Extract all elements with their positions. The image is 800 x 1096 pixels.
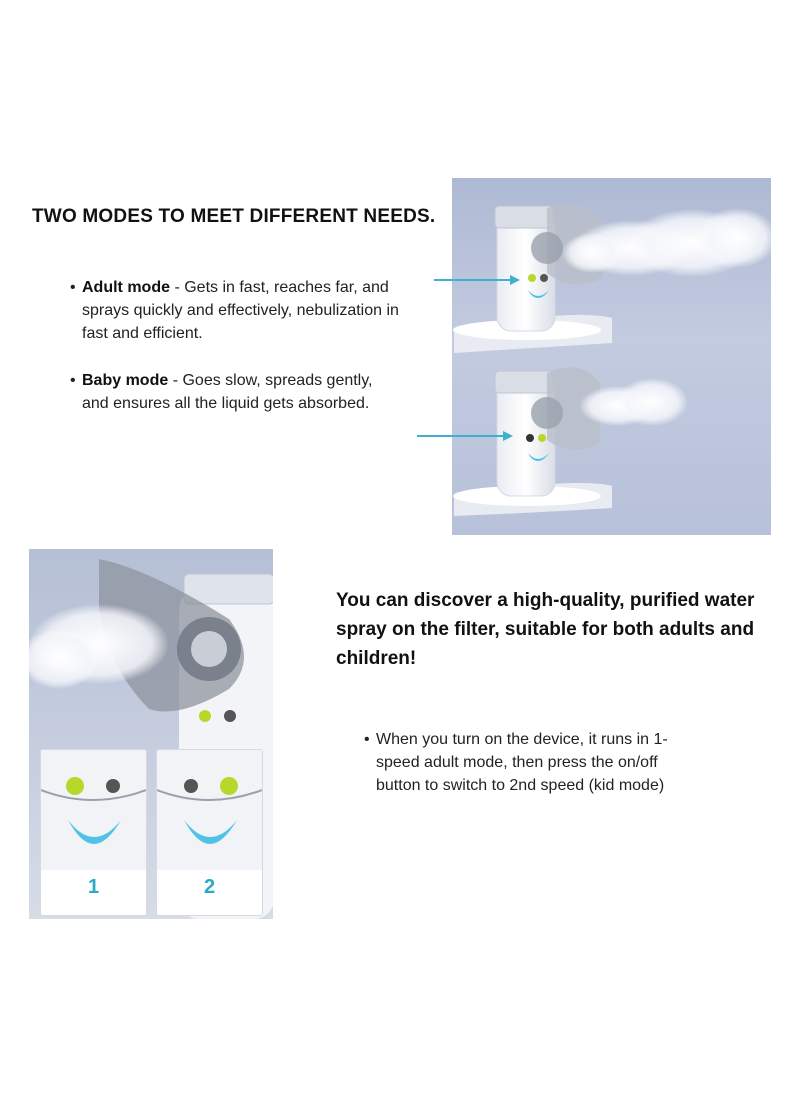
two-modes-product-image xyxy=(452,178,771,535)
adult-mode-title: Adult mode xyxy=(82,279,170,296)
nebulizer-modes-illustration xyxy=(452,178,771,535)
adult-mode-text: - Gets in fast, reaches far, and sprays quickly and effectively, nebulization in fast and efficient. xyxy=(82,279,399,342)
speed-1-indicator-icon xyxy=(41,750,146,870)
bullet-dot: • xyxy=(364,731,370,748)
speed-2-indicator-icon xyxy=(157,750,262,870)
speed-switch-bullet xyxy=(364,728,696,797)
speed-indicator-image xyxy=(29,549,273,919)
inset-card-speed-2 xyxy=(156,749,263,916)
bullet-dot: • xyxy=(70,372,76,389)
adult-mode-arrow xyxy=(432,272,532,292)
adult-mode-bullet xyxy=(70,276,422,345)
baby-mode-text: - Goes slow, spreads gently, and ensures all the liquid gets absorbed. xyxy=(82,372,373,412)
baby-mode-arrow xyxy=(415,428,525,448)
bullet-dot: • xyxy=(70,279,76,296)
baby-mode-bullet xyxy=(70,369,402,415)
inset-label-2: 2 xyxy=(203,876,216,898)
modes-heading: TWO MODES TO MEET DIFFERENT NEEDS. xyxy=(32,206,436,227)
speed-switch-text: When you turn on the device, it runs in 1-speed adult mode, then press the on/off button to switch to 2nd speed (kid mode) xyxy=(376,731,668,794)
baby-mode-title: Baby mode xyxy=(82,372,169,389)
filter-spray-heading: You can discover a high-quality, purified water spray on the filter, suitable for both adults and children! xyxy=(336,590,755,669)
inset-card-speed-1 xyxy=(40,749,147,916)
inset-label-1: 1 xyxy=(87,876,100,898)
